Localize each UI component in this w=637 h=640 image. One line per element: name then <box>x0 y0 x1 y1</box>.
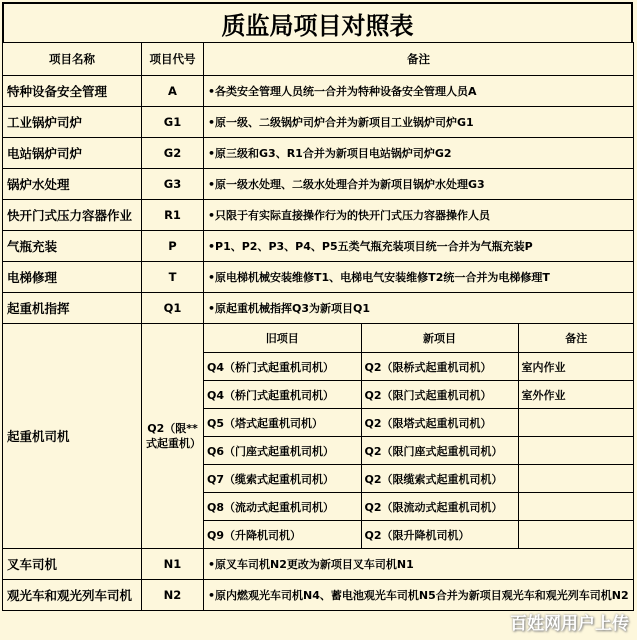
row-note: •只限于有实际直接操作行为的快开门式压力容器操作人员 <box>204 200 634 231</box>
table-row <box>3 138 634 169</box>
row-code: T <box>142 262 204 293</box>
row-code: A <box>142 76 204 107</box>
subheader-note: 备注 <box>518 324 634 353</box>
header-note: 备注 <box>204 43 634 76</box>
table-row <box>3 549 634 580</box>
subtable-row <box>204 353 634 381</box>
table-header-row <box>3 43 634 76</box>
row-code: G2 <box>142 138 204 169</box>
row-note: •原起重机械指挥Q3为新项目Q1 <box>204 293 634 324</box>
row-name: 叉车司机 <box>3 549 142 580</box>
crane-driver-code: Q2（限**式起重机） <box>142 324 204 549</box>
row-note: •原内燃观光车司机N4、蓄电池观光车司机N5合并为新项目观光车和观光列车司机N2 <box>204 580 634 611</box>
row-code: N1 <box>142 549 204 580</box>
row-name: 电站锅炉司炉 <box>3 138 142 169</box>
sub-new: Q2（限缆索式起重机司机） <box>361 465 518 493</box>
row-name: 锅炉水处理 <box>3 169 142 200</box>
row-note: •原电梯机械安装维修T1、电梯电气安装维修T2统一合并为电梯修理T <box>204 262 634 293</box>
comparison-table <box>2 42 634 611</box>
subtable-row <box>204 465 634 493</box>
table-row <box>3 169 634 200</box>
header-code: 项目代号 <box>142 43 204 76</box>
subtable-header-row <box>204 324 634 353</box>
sub-new: Q2（限塔式起重机司机） <box>361 409 518 437</box>
sub-new: Q2（限流动式起重机司机） <box>361 493 518 521</box>
crane-subtable <box>204 324 634 548</box>
sub-new: Q2（限门座式起重机司机） <box>361 437 518 465</box>
row-code: R1 <box>142 200 204 231</box>
header-name: 项目名称 <box>3 43 142 76</box>
sub-new: Q2（限升降机司机） <box>361 521 518 549</box>
table-row <box>3 293 634 324</box>
watermark: 百姓网用户上传 <box>510 614 629 634</box>
crane-driver-name: 起重机司机 <box>3 324 142 549</box>
crane-subtable-cell <box>204 324 634 549</box>
sub-note: 室外作业 <box>518 381 634 409</box>
sub-note <box>518 465 634 493</box>
row-name: 起重机指挥 <box>3 293 142 324</box>
sub-note <box>518 521 634 549</box>
crane-driver-row <box>3 324 634 549</box>
sub-note: 室内作业 <box>518 353 634 381</box>
row-note: •各类安全管理人员统一合并为特种设备安全管理人员A <box>204 76 634 107</box>
page-title: 质监局项目对照表 <box>2 2 633 42</box>
sub-note <box>518 437 634 465</box>
sub-note <box>518 409 634 437</box>
sub-new: Q2（限桥式起重机司机） <box>361 353 518 381</box>
subtable-row <box>204 493 634 521</box>
sub-old: Q5（塔式起重机司机） <box>204 409 361 437</box>
subtable-row <box>204 409 634 437</box>
sub-old: Q7（缆索式起重机司机） <box>204 465 361 493</box>
row-name: 工业锅炉司炉 <box>3 107 142 138</box>
table-row <box>3 200 634 231</box>
table-row <box>3 76 634 107</box>
row-note: •P1、P2、P3、P4、P5五类气瓶充装项目统一合并为气瓶充装P <box>204 231 634 262</box>
row-name: 观光车和观光列车司机 <box>3 580 142 611</box>
row-code: P <box>142 231 204 262</box>
sub-old: Q9（升降机司机） <box>204 521 361 549</box>
subheader-new: 新项目 <box>361 324 518 353</box>
row-note: •原三级和G3、R1合并为新项目电站锅炉司炉G2 <box>204 138 634 169</box>
row-code: G1 <box>142 107 204 138</box>
subtable-row <box>204 437 634 465</box>
row-name: 特种设备安全管理 <box>3 76 142 107</box>
row-name: 气瓶充装 <box>3 231 142 262</box>
subheader-old: 旧项目 <box>204 324 361 353</box>
table-row <box>3 262 634 293</box>
sub-new: Q2（限门式起重机司机） <box>361 381 518 409</box>
table-row <box>3 580 634 611</box>
sub-old: Q4（桥门式起重机司机） <box>204 381 361 409</box>
sub-old: Q4（桥门式起重机司机） <box>204 353 361 381</box>
sub-old: Q8（流动式起重机司机） <box>204 493 361 521</box>
sub-old: Q6（门座式起重机司机） <box>204 437 361 465</box>
row-name: 电梯修理 <box>3 262 142 293</box>
subtable-row <box>204 381 634 409</box>
table-row <box>3 107 634 138</box>
row-name: 快开门式压力容器作业 <box>3 200 142 231</box>
sub-note <box>518 493 634 521</box>
row-code: G3 <box>142 169 204 200</box>
row-code: Q1 <box>142 293 204 324</box>
row-note: •原叉车司机N2更改为新项目叉车司机N1 <box>204 549 634 580</box>
table-row <box>3 231 634 262</box>
row-note: •原一级水处理、二级水处理合并为新项目锅炉水处理G3 <box>204 169 634 200</box>
row-note: •原一级、二级锅炉司炉合并为新项目工业锅炉司炉G1 <box>204 107 634 138</box>
subtable-row <box>204 521 634 549</box>
row-code: N2 <box>142 580 204 611</box>
